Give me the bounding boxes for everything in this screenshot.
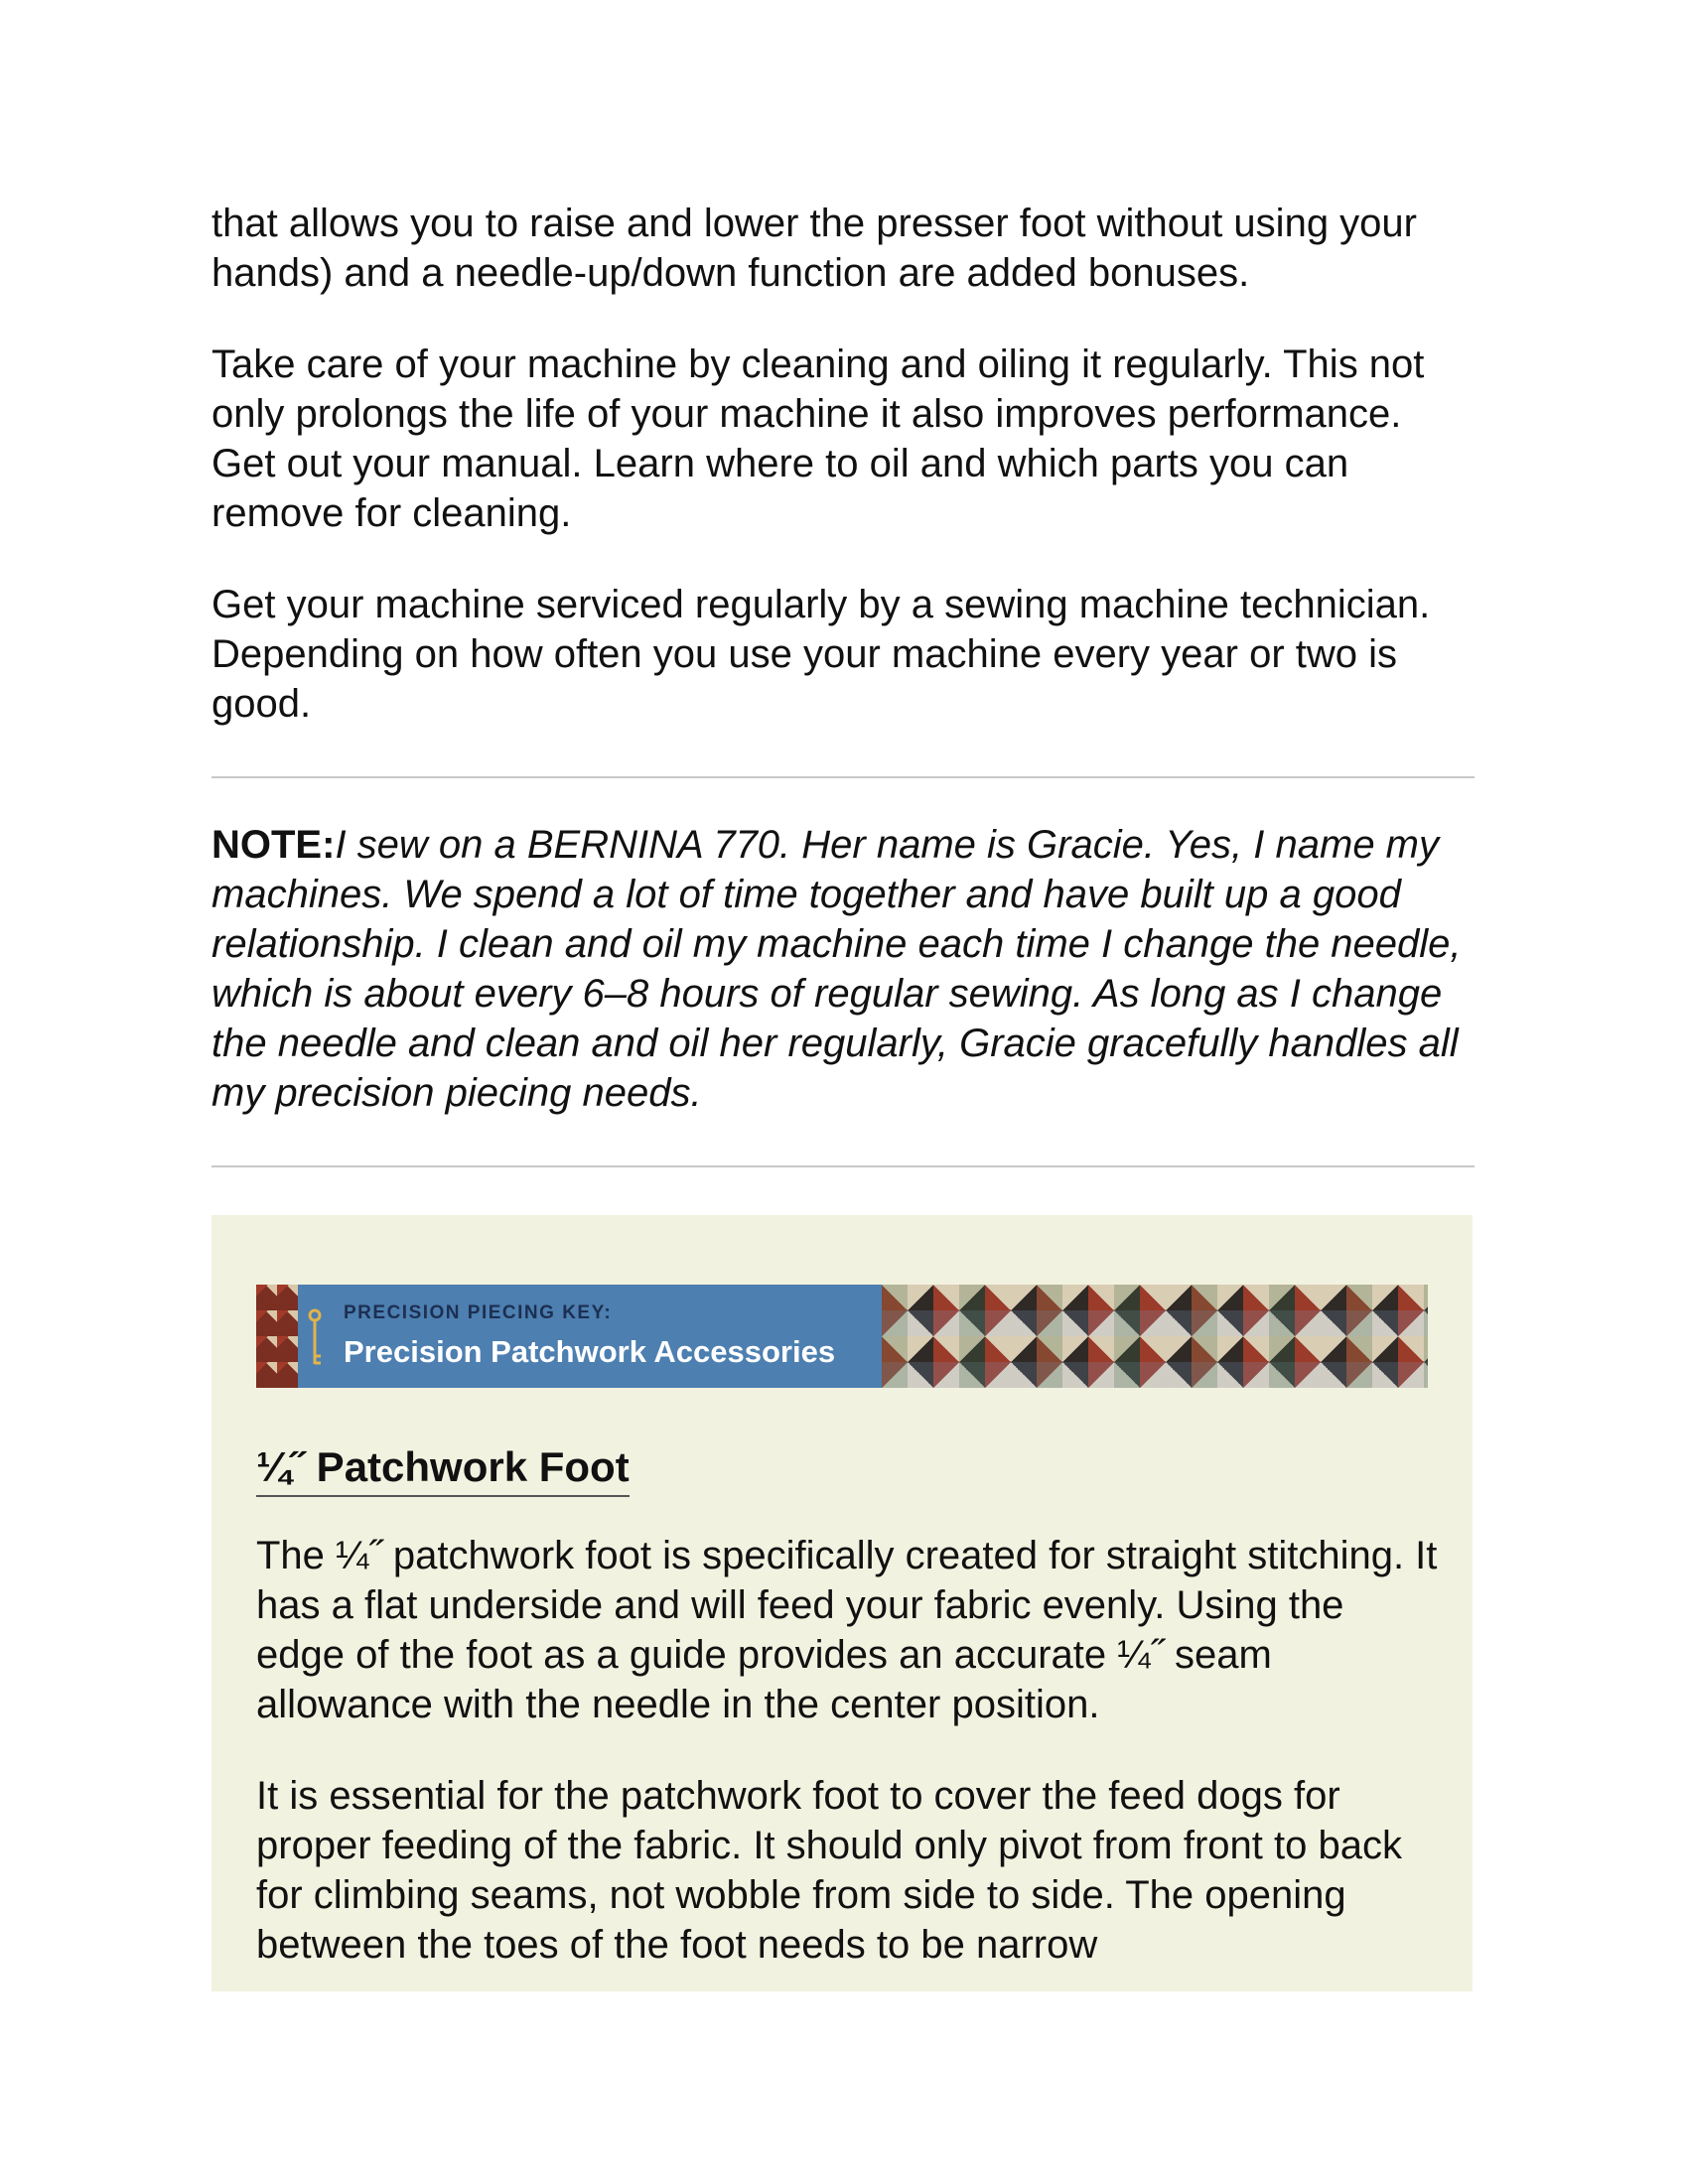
page-content (211, 199, 1475, 1991)
quilt-pattern-image (256, 1285, 298, 1388)
banner-title: Precision Patchwork Accessories (344, 1334, 836, 1369)
section-heading: ¼˝ Patchwork Foot (256, 1441, 630, 1497)
callout-paragraph: It is essential for the patchwork foot to cover the feed dogs for proper feeding of the fabric. It should only pivot from front to back for climbing seams, not wobble from side to side. The opening between the toes of the foot needs to be narrow (256, 1774, 1402, 1967)
section-banner (256, 1285, 1428, 1388)
body-paragraph: Take care of your machine by cleaning and oiling it regularly. This not only prolongs the life of your machine it also improves performance. Get out your manual. Learn where to oil and which parts you can remove for cleaning. (211, 342, 1425, 535)
callout-paragraph: The ¼˝ patchwork foot is specifically created for straight stitching. It has a flat underside and will feed your fabric evenly. Using the edge of the foot as a guide provides an accurate ¼˝ seam allowance with the needle in the center position. (256, 1534, 1438, 1726)
banner-kicker: PRECISION PIECING KEY: (344, 1302, 613, 1323)
key-icon (308, 1308, 322, 1368)
divider (211, 1165, 1475, 1167)
body-paragraph: that allows you to raise and lower the presser foot without using your hands) and a needle-up/down function are added bonuses. (211, 202, 1417, 295)
quilt-pattern-overlay (882, 1285, 1428, 1388)
callout-body (256, 1531, 1438, 1970)
note-paragraph (211, 820, 1475, 1118)
note-text: I sew on a BERNINA 770. Her name is Gracie. Yes, I name my machines. We spend a lot of time together and have built up a good relationship. I clean and oil my machine each time I change the needle, which is about every 6–8 hours of regular sewing. As long as I change the needle and clean and oil her regularly, Gracie gracefully handles all my precision piecing needs. (211, 823, 1462, 1115)
callout-box (211, 1215, 1473, 1991)
divider (211, 776, 1475, 778)
body-paragraph: Get your machine serviced regularly by a sewing machine technician. Depending on how often you use your machine every year or two is good. (211, 583, 1431, 726)
note-label: NOTE: (211, 823, 336, 867)
